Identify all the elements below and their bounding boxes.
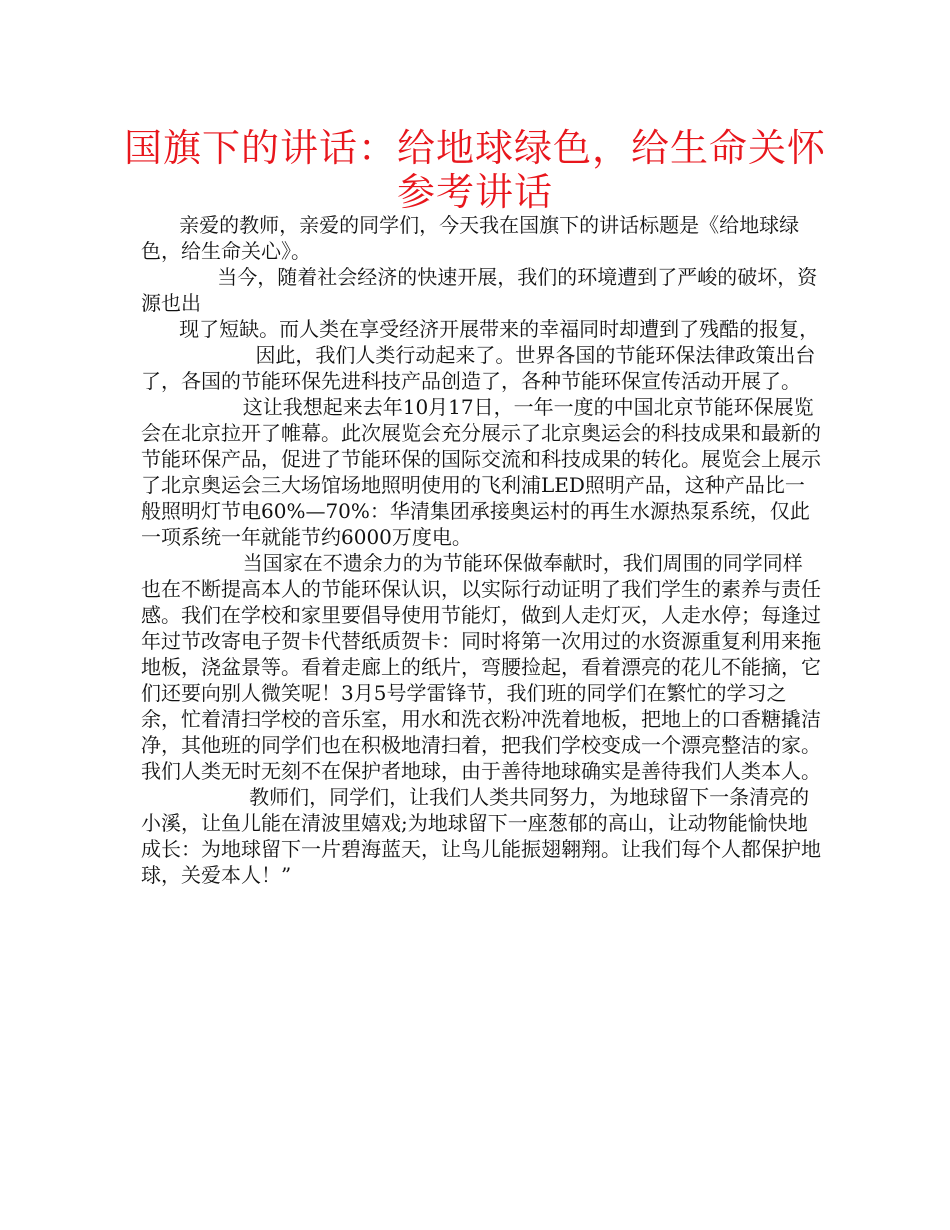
paragraph-environment: 当今，随着社会经济的快速开展，我们的环境遭到了严峻的破坏，资源也出 xyxy=(141,265,818,315)
document-title-line2: 参考讲话 xyxy=(396,170,553,214)
paragraph-shortage: 现了短缺。而人类在享受经济开展带来的幸福同时却遭到了残酷的报复， xyxy=(141,317,820,341)
paragraph-closing: 教师们，同学们，让我们人类共同努力，为地球留下一条清亮的小溪，让鱼儿能在清波里嬉戏;为地球留下一座葱郁的高山，让动物能愉快地成长：为地球留下一片碧海蓝天，让鸟儿能振翅翱翔。让我们每个人都保护地球，关爱本人！” xyxy=(141,785,821,887)
paragraph-students: 当国家在不遗余力的为节能环保做奉献时，我们周围的同学同样也在不断提高本人的节能环保认识，以实际行动证明了我们学生的素养与责任感。我们在学校和家里要倡导使用节能灯，做到人走灯灭，人走水停；每逢过年过节改寄电子贺卡代替纸质贺卡：同时将第一次用过的水资源重复利用来拖地板，浇盆景等。看着走廊上的纸片，弯腰捡起，看着漂亮的花儿不能摘，它们还要向别人微笑呢！3月5号学雷锋节，我们班的同学们在繁忙的学习之余，忙着清扫学校的音乐室，用水和洗衣粉冲洗着地板，把地上的口香糖撬洁净，其他班的同学们也在积极地清扫着，把我们学校变成一个漂亮整洁的家。我们人类无时无刻不在保护者地球，由于善待地球确实是善待我们人类本人。 xyxy=(141,551,821,783)
document-title-line1: 国旗下的讲话：给地球绿色，给生命关怀 xyxy=(123,126,826,170)
paragraph-action: 因此，我们人类行动起来了。世界各国的节能环保法律政策出台了，各国的节能环保先进科技产品创造了，各种节能环保宣传活动开展了。 xyxy=(141,343,816,393)
paragraph-greeting: 亲爱的教师，亲爱的同学们，今天我在国旗下的讲话标题是《给地球绿色，给生命关心》。 xyxy=(141,213,800,263)
paragraph-exhibition: 这让我想起来去年10月17日，一年一度的中国北京节能环保展览会在北京拉开了帷幕。此次展览会充分展示了北京奥运会的科技成果和最新的节能环保产品，促进了节能环保的国际交流和科技成果的转化。展览会上展示了北京奥运会三大场馆场地照明使用的飞利浦LED照明产品，这种产品比一般照明灯节电60%—70%：华清集团承接奥运村的再生水源热泵系统，仅此一项系统一年就能节约6000万度电。 xyxy=(141,395,821,549)
document-body xyxy=(141,212,821,888)
